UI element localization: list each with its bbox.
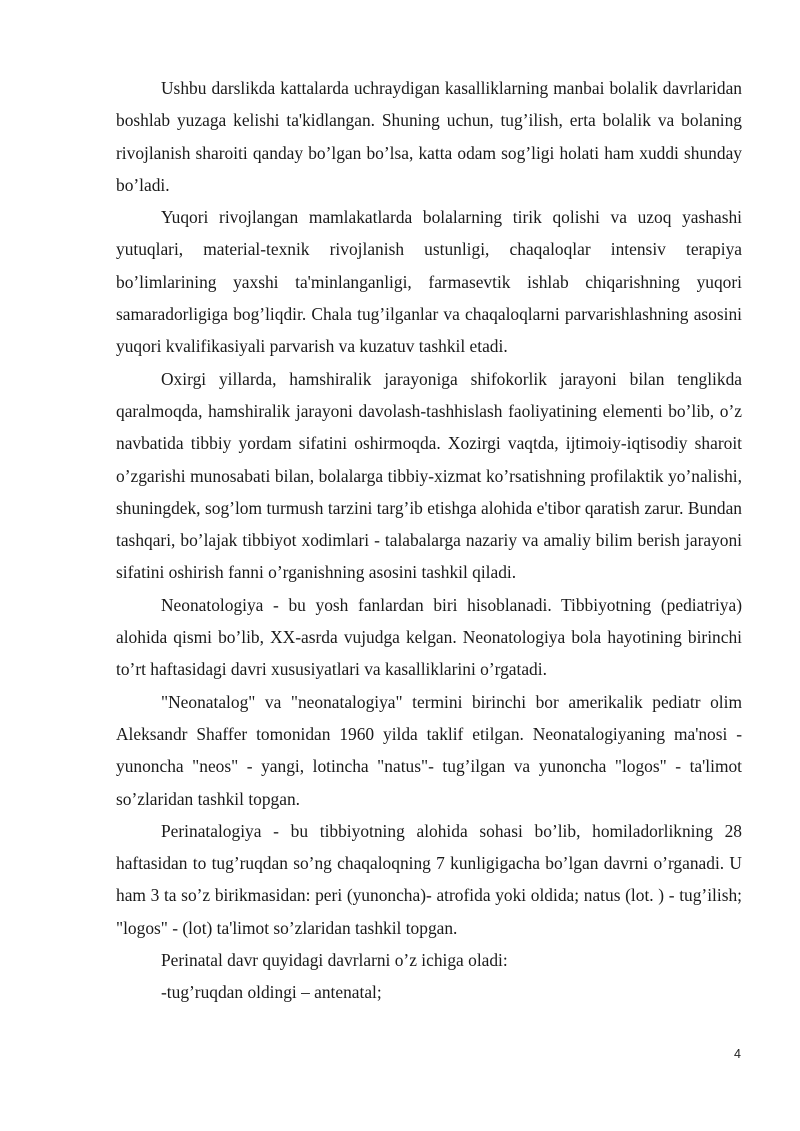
page-number: 4 xyxy=(734,1047,741,1061)
paragraph-5: "Neonatalog" va "neonatalogiya" termini birinchi bor amerikalik pediatr olim Aleksandr Shaffer tomonidan 1960 yilda taklif etilgan. Neonatalogiyaning ma'nosi - yunoncha "neos" - yangi, lotincha "natus"- tug’ilgan va yunoncha "logos" - ta'limot so’zlaridan tashkil topgan. xyxy=(116,691,742,809)
paragraph-6: Perinatalogiya - bu tibbiyotning alohida sohasi bo’lib, homiladorlikning 28 haftasidan to tug’ruqdan so’ng chaqaloqning 7 kunligigacha bo’lgan davrni o’rganadi. U ham 3 ta so’z birikmasidan: peri (yunoncha)- atrofida yoki oldida; natus (lot. ) - tug’ilish; "logos" - (lot) ta'limot so’zlaridan tashkil topgan. xyxy=(116,820,742,938)
paragraph-3: Oxirgi yillarda, hamshiralik jarayoniga shifokorlik jarayoni bilan tenglikda qaralmoqda, hamshiralik jarayoni davolash-tashhislash faoliyatining elementi bo’lib, o’z navbatida tibbiy yordam sifatini oshirmoqda. Xozirgi vaqtda, ijtimoiy-iqtisodiy sharoit o’zgarishi munosabati bilan, bolalarga tibbiy-xizmat ko’rsatishning profilaktik yo’nalishi, shuningdek, sog’lom turmush tarzini targ’ib etishga alohida e'tibor qaratish zarur. Bundan tashqari, bo’lajak tibbiyot xodimlari - talabalarga nazariy va amaliy bilim berish jarayoni sifatini oshirish fanni o’rganishning asosini tashkil qiladi. xyxy=(116,368,742,583)
perinatal-intro-line: Perinatal davr quyidagi davrlarni o’z ichiga oladi: xyxy=(161,950,508,971)
document-page xyxy=(116,72,742,1009)
paragraph-2: Yuqori rivojlangan mamlakatlarda bolalarning tirik qolishi va uzoq yashashi yutuqlari, material-texnik rivojlanish ustunligi, chaqaloqlar intensiv terapiya bo’limlarining yaxshi ta'minlanganligi, farmasevtik ishlab chiqarishning yuqori samaradorligiga bog’liqdir. Chala tug’ilganlar va chaqaloqlarni parvarishlashning asosini yuqori kvalifikasiyali parvarish va kuzatuv tashkil etadi. xyxy=(116,207,742,357)
list-item-antenatal: -tug’ruqdan oldingi – antenatal; xyxy=(161,982,382,1003)
paragraph-1: Ushbu darslikda kattalarda uchraydigan kasalliklarning manbai bolalik davrlaridan boshlab yuzaga kelishi ta'kidlangan. Shuning uchun, tug’ilish, erta bolalik va bolaning rivojlanish sharoiti qanday bo’lgan bo’lsa, katta odam sog’ligi holati ham xuddi shunday bo’ladi. xyxy=(116,78,742,195)
paragraph-4: Neonatologiya - bu yosh fanlardan biri hisoblanadi. Tibbiyotning (pediatriya) alohida qismi bo’lib, XX-asrda vujudga kelgan. Neonatologiya bola hayotining birinchi to’rt haftasidagi davri xususiyatlari va kasalliklarini o’rgatadi. xyxy=(116,594,742,680)
